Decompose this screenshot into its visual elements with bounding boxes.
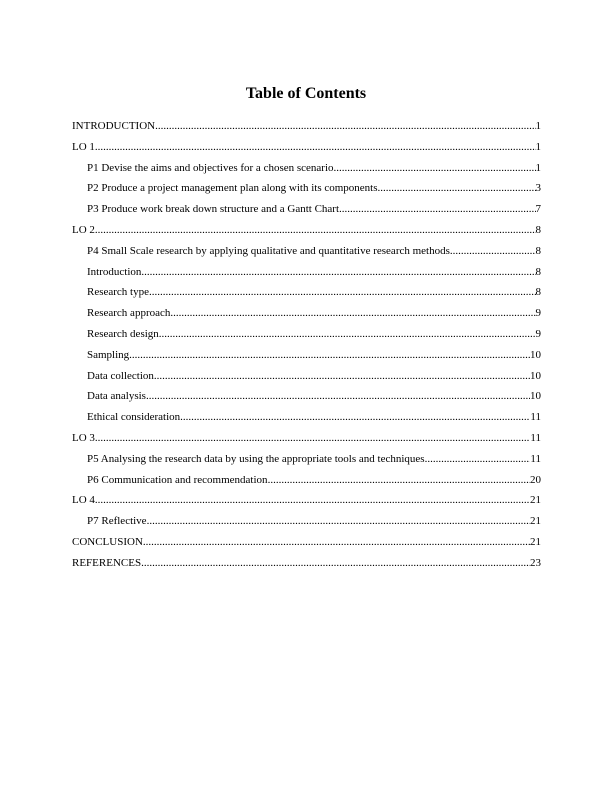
toc-entry[interactable] xyxy=(72,386,541,407)
toc-page-number: 10 xyxy=(530,390,541,403)
toc-page-number: 10 xyxy=(530,348,541,361)
toc-page-number: 21 xyxy=(530,494,541,507)
toc-entry[interactable] xyxy=(72,428,541,449)
toc-dot-leader xyxy=(155,116,535,137)
toc-dot-leader xyxy=(95,428,530,449)
toc-dot-leader xyxy=(141,553,530,574)
toc-page-number: 8 xyxy=(535,265,541,278)
toc-dot-leader xyxy=(146,386,530,407)
toc-entry[interactable] xyxy=(72,282,541,303)
toc-page-number: 8 xyxy=(535,286,541,299)
toc-entry[interactable] xyxy=(72,532,541,553)
toc-entry-text: LO 2 xyxy=(72,223,95,236)
toc-entry[interactable] xyxy=(72,262,541,283)
toc-dot-leader xyxy=(95,220,536,241)
toc-page-number: 1 xyxy=(535,120,541,132)
toc-entry[interactable] xyxy=(72,366,541,387)
toc-dot-leader xyxy=(180,407,530,428)
toc-entry-text: Data analysis xyxy=(87,390,146,403)
toc-entry[interactable] xyxy=(72,178,541,199)
toc-page-number: 8 xyxy=(535,244,541,257)
toc-entry-text: Research approach xyxy=(87,307,171,320)
toc-page-number: 10 xyxy=(530,369,541,382)
toc-title: Table of Contents xyxy=(245,85,367,102)
toc-entry-text: P7 Reflective xyxy=(87,515,147,528)
toc-dot-leader xyxy=(149,282,536,303)
toc-page-number: 1 xyxy=(535,161,541,174)
toc-entry[interactable] xyxy=(72,324,541,345)
toc-entry-text: CONCLUSION xyxy=(72,535,143,548)
toc-page-number: 11 xyxy=(530,452,541,465)
toc-dot-leader xyxy=(268,470,530,491)
toc-dot-leader xyxy=(154,366,530,387)
toc-entry-text: P1 Devise the aims and objectives for a chosen scenario xyxy=(87,161,334,174)
toc-entry-text: P6 Communication and recommendation xyxy=(87,473,268,486)
toc-entry[interactable] xyxy=(72,553,541,574)
toc-entry[interactable] xyxy=(72,511,541,532)
toc-list xyxy=(72,116,541,574)
toc-page-number: 1 xyxy=(535,140,541,153)
toc-dot-leader xyxy=(170,303,535,324)
toc-page-number: 7 xyxy=(535,203,541,216)
toc-entry-text: LO 4 xyxy=(72,494,95,507)
toc-dot-leader xyxy=(143,532,530,553)
toc-entry[interactable] xyxy=(72,407,541,428)
toc-page-number: 9 xyxy=(535,307,541,320)
toc-page-number: 23 xyxy=(530,556,541,569)
toc-entry[interactable] xyxy=(72,470,541,491)
toc-entry-text: INTRODUCTION xyxy=(72,120,156,132)
toc-entry-text: P2 Produce a project management plan along with its components xyxy=(87,182,378,195)
toc-page-number: 8 xyxy=(535,223,541,236)
toc-entry-text: LO 3 xyxy=(72,431,95,444)
toc-entry[interactable] xyxy=(72,241,541,262)
toc-entry-text: P4 Small Scale research by applying qualitative and quantitative research methods. xyxy=(87,244,453,257)
toc-entry[interactable] xyxy=(72,449,541,470)
toc-entry[interactable] xyxy=(72,158,541,179)
toc-entry-text: Introduction xyxy=(87,265,142,278)
toc-entry-text: P3 Produce work break down structure and a Gantt Chart xyxy=(87,203,340,216)
toc-page-number: 9 xyxy=(535,327,541,340)
toc-dot-leader xyxy=(147,511,530,532)
toc-dot-leader xyxy=(95,137,536,158)
toc-dot-leader xyxy=(141,262,535,283)
toc-page-number: 21 xyxy=(530,515,541,528)
toc-dot-leader xyxy=(95,490,530,511)
toc-dot-leader xyxy=(453,241,536,262)
toc-entry-text: P5 Analysing the research data by using the appropriate tools and techniques xyxy=(87,452,425,465)
toc-entry[interactable] xyxy=(72,303,541,324)
toc-entry-text: Sampling xyxy=(87,348,130,361)
toc-dot-leader xyxy=(334,158,536,179)
toc-page-number: 20 xyxy=(530,473,541,486)
toc-dot-leader xyxy=(378,178,536,199)
toc-page-number: 11 xyxy=(530,431,541,444)
toc-entry-text: Data collection xyxy=(87,369,154,382)
toc-dot-leader xyxy=(129,345,530,366)
toc-entry[interactable] xyxy=(72,116,541,137)
toc-entry[interactable] xyxy=(72,199,541,220)
toc-entry[interactable] xyxy=(72,220,541,241)
toc-entry-text: Ethical consideration xyxy=(87,411,181,424)
toc-dot-leader xyxy=(425,449,531,470)
toc-entry-text: LO 1 xyxy=(72,140,95,153)
toc-page-number: 21 xyxy=(530,535,541,548)
toc-page-number: 3 xyxy=(535,182,541,195)
toc-entry[interactable] xyxy=(72,345,541,366)
toc-entry[interactable] xyxy=(72,490,541,511)
toc-entry-text: REFERENCES xyxy=(72,556,142,569)
toc-dot-leader xyxy=(339,199,535,220)
toc-dot-leader xyxy=(159,324,536,345)
toc-entry-text: Research type xyxy=(87,286,149,299)
toc-entry-text: Research design xyxy=(87,327,159,340)
toc-entry[interactable] xyxy=(72,137,541,158)
toc-page-number: 11 xyxy=(530,411,541,424)
